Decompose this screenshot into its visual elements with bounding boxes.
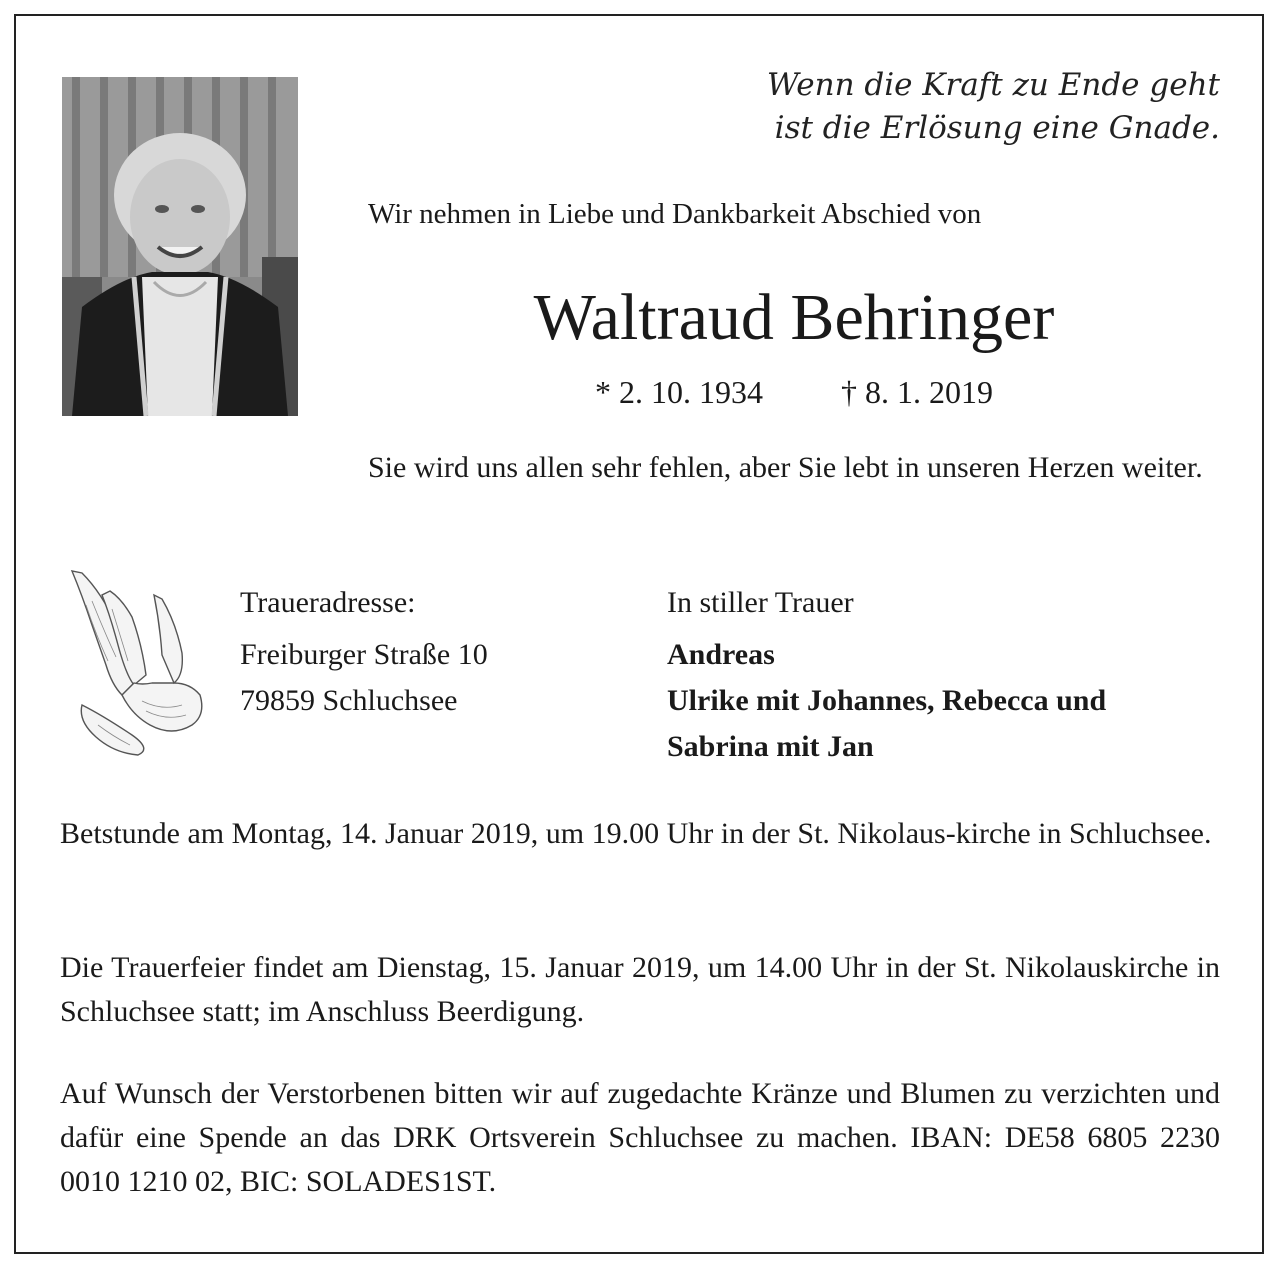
mourners-block xyxy=(667,580,1106,770)
motto-line-2: ist die Erlösung eine Gnade. xyxy=(774,110,1220,146)
birth-date: * 2. 10. 1934 xyxy=(595,374,763,410)
deceased-name: Waltraud Behringer xyxy=(533,281,1055,354)
mourner-line-1: Andreas xyxy=(667,638,775,671)
funeral-paragraph: Die Trauerfeier findet am Dienstag, 15. Januar 2019, um 14.00 Uhr in der St. Nikolauskirche in Schluchsee statt; im Anschluss Beerdigung. xyxy=(60,951,1220,1028)
mourner-line-3: Sabrina mit Jan xyxy=(667,730,874,763)
motto xyxy=(560,64,1220,150)
remembrance-text: Sie wird uns allen sehr fehlen, aber Sie lebt in unseren Herzen weiter. xyxy=(368,451,1203,484)
death-date: † 8. 1. 2019 xyxy=(841,374,993,410)
address-street: Freiburger Straße 10 xyxy=(240,638,488,671)
intro-text: Wir nehmen in Liebe und Dankbarkeit Abschied von xyxy=(368,198,982,230)
address-label: Traueradresse: xyxy=(240,586,416,619)
portrait-photo xyxy=(62,77,298,416)
mourner-line-2: Ulrike mit Johannes, Rebecca und xyxy=(667,684,1107,717)
motto-line-1: Wenn die Kraft zu Ende geht xyxy=(766,67,1220,103)
donation-paragraph: Auf Wunsch der Verstorbenen bitten wir auf zugedachte Kränze und Blumen zu verzichten und dafür eine Spende an das DRK Ortsverein Schluchsee zu machen. IBAN: DE58 6805 2230 0010 1210 02, BIC: SOLADES1ST. xyxy=(60,1077,1220,1198)
mourners-label: In stiller Trauer xyxy=(667,586,854,619)
praying-hands-icon xyxy=(62,565,210,757)
address-city: 79859 Schluchsee xyxy=(240,684,458,717)
address-block xyxy=(240,580,488,724)
prayer-service-paragraph: Betstunde am Montag, 14. Januar 2019, um 19.00 Uhr in der St. Nikolaus-kirche in Schluchsee. xyxy=(60,817,1212,850)
life-dates xyxy=(368,374,1220,411)
